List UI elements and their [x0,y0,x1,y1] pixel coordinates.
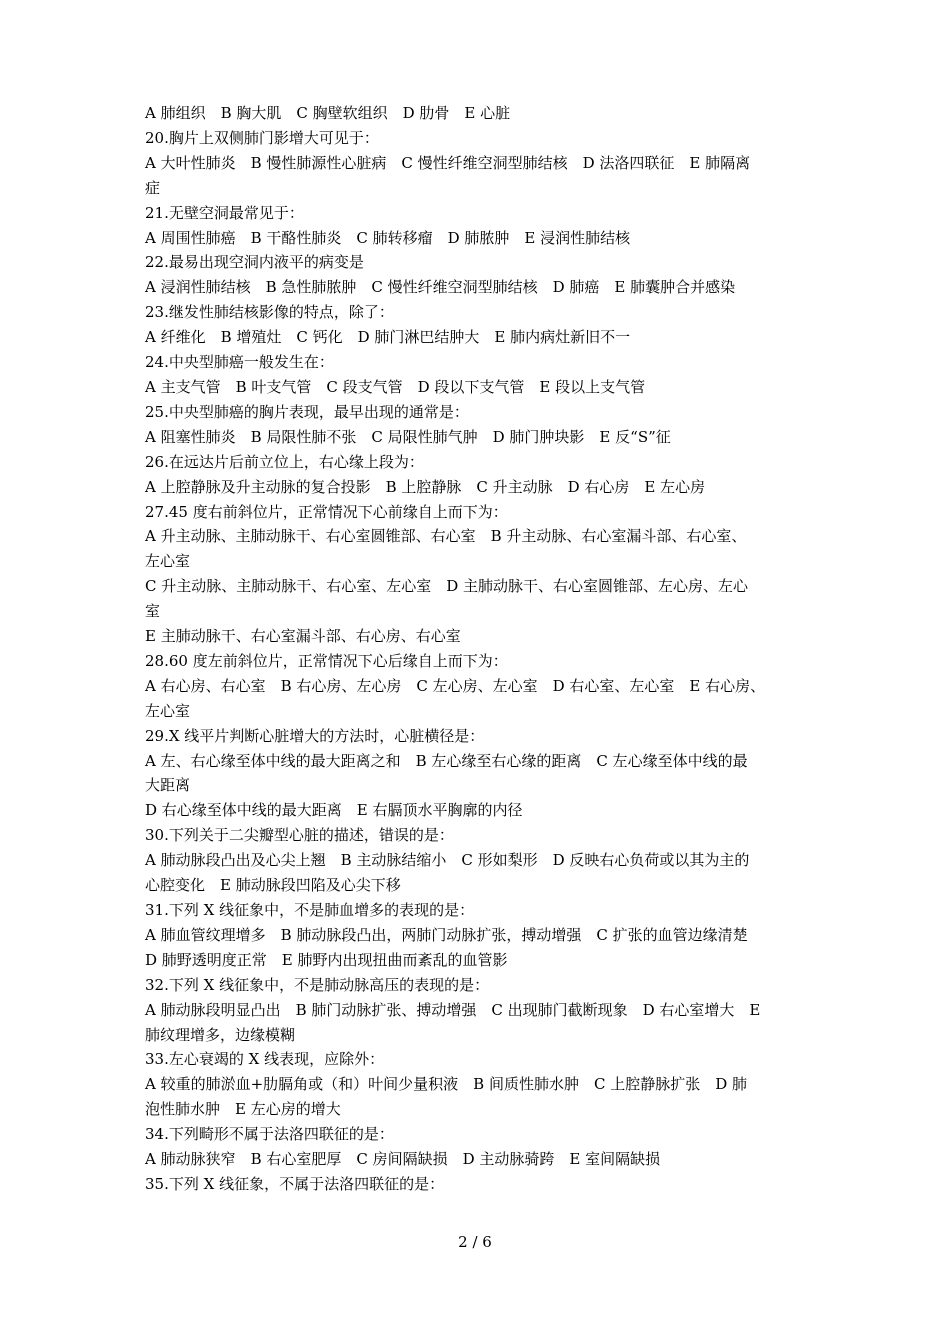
text-line: 左心室 [145,701,191,720]
text-line: 33.左心衰竭的 X 线表现，应除外： [145,1050,385,1069]
text-line: D 肺野透明度正常 E 肺野内出现扭曲而紊乱的血管影 [145,950,508,969]
text-line: 26.在远达片后前立位上，右心缘上段为： [145,452,424,471]
text-line: 左心室 [145,552,191,571]
page-number: 2 / 6 [458,1233,492,1251]
text-line: 25.中央型肺癌的胸片表现，最早出现的通常是： [145,402,469,421]
text-line: 29.X 线平片判断心脏增大的方法时，心脏横径是： [145,726,485,745]
text-line: 症 [145,178,161,197]
text-line: 35.下列 X 线征象，不属于法洛四联征的是： [145,1174,445,1193]
text-line: A 肺动脉狭窄 B 右心室肥厚 C 房间隔缺损 D 主动脉骑跨 E 室间隔缺损 [145,1150,661,1169]
text-line: 22.最易出现空洞内液平的病变是 [145,253,364,272]
text-line: A 右心房、右心室 B 右心房、左心房 C 左心房、左心室 D 右心室、左心室 E 右心房、 [145,676,766,695]
text-line: A 升主动脉、主肺动脉干、右心室圆锥部、右心室 B 升主动脉、右心室漏斗部、右心室、 [145,527,747,546]
text-line: 31.下列 X 线征象中，不是肺血增多的表现的是： [145,901,475,919]
text-line: A 纤维化 B 增殖灶 C 钙化 D 肺门淋巴结肿大 E 肺内病灶新旧不一 [145,328,631,347]
page-content [145,101,811,1197]
text-line: E 主肺动脉干、右心室漏斗部、右心房、右心室 [145,627,461,646]
text-line: 30.下列关于二尖瓣型心脏的描述，错误的是： [145,826,454,845]
text-line: A 大叶性肺炎 B 慢性肺源性心脏病 C 慢性纤维空洞型肺结核 D 法洛四联征 E 肺隔离 [145,153,751,172]
text-line: A 浸润性肺结核 B 急性肺脓肿 C 慢性纤维空洞型肺结核 D 肺癌 E 肺囊肿合并感染 [145,278,736,297]
text-line: A 周围性肺癌 B 干酪性肺炎 C 肺转移瘤 D 肺脓肿 E 浸润性肺结核 [145,228,631,247]
text-line: A 肺组织 B 胸大肌 C 胸壁软组织 D 肋骨 E 心脏 [145,104,511,122]
text-line: 大距离 [145,776,191,795]
text-line: A 肺动脉段凸出及心尖上翘 B 主动脉结缩小 C 形如梨形 D 反映右心负荷或以其为主的 [145,851,750,870]
text-line: A 主支气管 B 叶支气管 C 段支气管 D 段以下支气管 E 段以上支气管 [145,377,646,396]
text-line: 20.胸片上双侧肺门影增大可见于： [145,128,379,147]
text-line: 室 [145,602,161,621]
text-line: 23.继发性肺结核影像的特点，除了： [145,303,394,322]
text-line: 心腔变化 E 肺动脉段凹陷及心尖下移 [145,876,401,895]
text-line: 27.45 度右前斜位片，正常情况下心前缘自上而下为： [145,502,508,521]
text-line: A 肺血管纹理增多 B 肺动脉段凸出，两肺门动脉扩张，搏动增强 C 扩张的血管边缘清楚 [145,925,748,944]
text-line: D 右心缘至体中线的最大距离 E 右膈顶水平胸廓的内径 [145,801,523,820]
text-line: A 较重的肺淤血+肋膈角或（和）叶间少量积液 B 间质性肺水肿 C 上腔静脉扩张 D 肺 [145,1075,748,1094]
text-line: 34.下列畸形不属于法洛四联征的是： [145,1125,394,1144]
text-line: C 升主动脉、主肺动脉干、右心室、左心室 D 主肺动脉干、右心室圆锥部、左心房、左心 [145,577,749,596]
text-line: 泡性肺水肿 E 左心房的增大 [145,1100,341,1119]
text-line: 28.60 度左前斜位片，正常情况下心后缘自上而下为： [145,651,508,670]
text-line: A 上腔静脉及升主动脉的复合投影 B 上腔静脉 C 升主动脉 D 右心房 E 左心房 [145,477,706,496]
text-line: A 阻塞性肺炎 B 局限性肺不张 C 局限性肺气肿 D 肺门肿块影 E 反“S”征 [145,427,671,446]
text-line: A 肺动脉段明显凸出 B 肺门动脉扩张、搏动增强 C 出现肺门截断现象 D 右心室增大 E [145,1000,761,1019]
text-line: A 左、右心缘至体中线的最大距离之和 B 左心缘至右心缘的距离 C 左心缘至体中线的最 [145,751,748,770]
text-line: 24.中央型肺癌一般发生在： [145,353,334,372]
text-line: 32.下列 X 线征象中，不是肺动脉高压的表现的是： [145,975,490,994]
text-line: 肺纹理增多，边缘模糊 [145,1025,296,1044]
text-line: 21.无壁空洞最常见于： [145,203,304,222]
